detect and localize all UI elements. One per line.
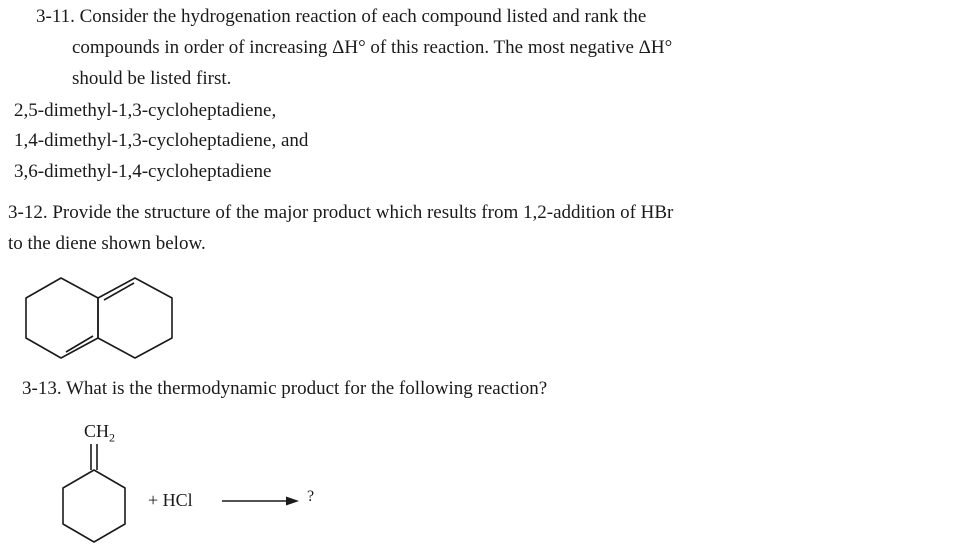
cyclohexane-ring bbox=[63, 470, 125, 542]
reaction-arrow bbox=[222, 495, 300, 507]
compound-name: 1,4-dimethyl-1,3-cycloheptadiene, and bbox=[14, 130, 309, 151]
product-unknown: ? bbox=[307, 488, 315, 505]
bicyclic-diene-structure bbox=[18, 270, 184, 366]
double-bond-lower bbox=[66, 336, 93, 352]
methylenecyclohexane-structure bbox=[55, 440, 135, 544]
ch2-label: $CH_2$ bbox=[84, 421, 116, 445]
compound-name: 3,6-dimethyl-1,4-cycloheptadiene bbox=[14, 161, 272, 182]
right-ring bbox=[98, 278, 172, 358]
left-ring bbox=[26, 278, 98, 358]
question-text-line: should be listed first. bbox=[72, 68, 232, 89]
compound-name: 2,5-dimethyl-1,3-cycloheptadiene, bbox=[14, 100, 277, 121]
question-text-line: to the diene shown below. bbox=[8, 233, 206, 254]
reagent-label: + HCl bbox=[148, 490, 193, 510]
question-text-line: 3-11. Consider the hydrogenation reaction of each compound listed and rank the bbox=[36, 6, 647, 27]
question-text-line: compounds in order of increasing ΔH° of this reaction. The most negative ΔH° bbox=[72, 37, 673, 58]
question-text-line: 3-13. What is the thermodynamic product for the following reaction? bbox=[22, 378, 548, 399]
question-text-line: 3-12. Provide the structure of the major product which results from 1,2-addition of HBr bbox=[8, 202, 674, 223]
